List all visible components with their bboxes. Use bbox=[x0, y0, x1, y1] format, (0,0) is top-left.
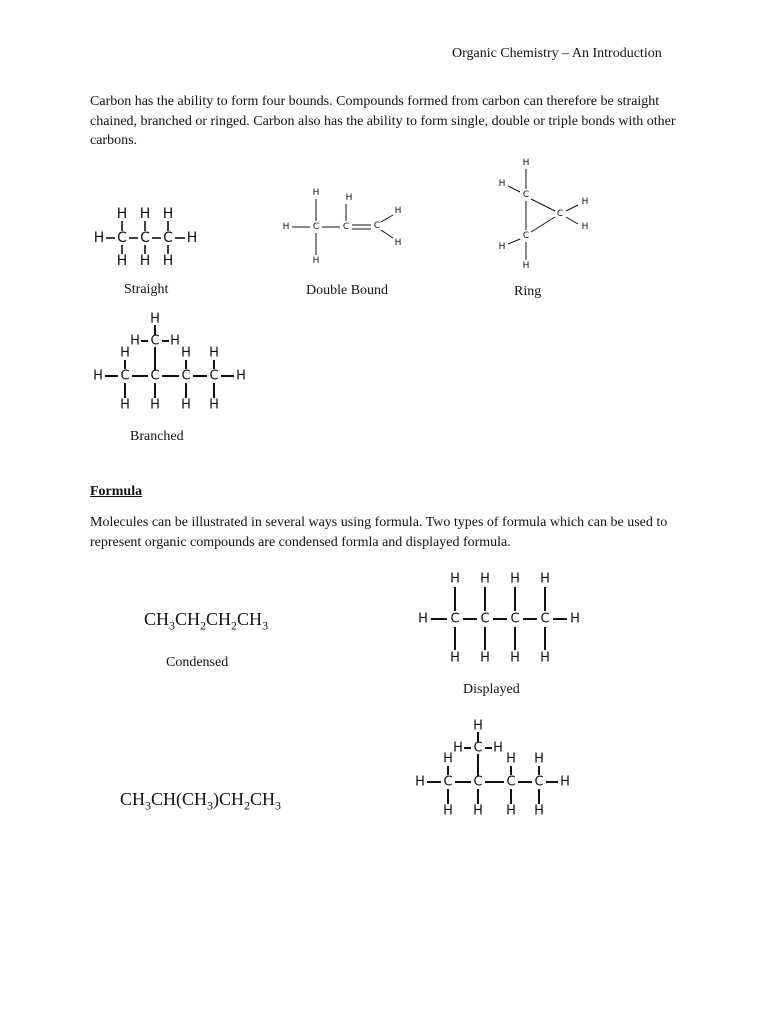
ring-structure bbox=[490, 155, 600, 275]
hydrogen-atom: H bbox=[93, 230, 105, 246]
hydrogen-atom: H bbox=[581, 197, 589, 207]
hydrogen-atom: H bbox=[120, 345, 130, 361]
formula-subscript: 3 bbox=[145, 798, 152, 813]
hydrogen-atom: H bbox=[540, 650, 550, 666]
carbon-atom: C bbox=[522, 190, 530, 200]
formula-subscript: 3 bbox=[207, 798, 214, 813]
document-header: Organic Chemistry – An Introduction bbox=[452, 46, 662, 61]
hydrogen-atom: H bbox=[560, 774, 570, 790]
bond-line bbox=[508, 186, 520, 192]
hydrogen-atom: H bbox=[534, 803, 544, 819]
hydrogen-atom: H bbox=[312, 256, 320, 266]
hydrogen-atom: H bbox=[443, 803, 453, 819]
hydrogen-atom: H bbox=[130, 333, 140, 349]
carbon-atom: C bbox=[312, 222, 320, 232]
carbon-atom: C bbox=[450, 611, 460, 627]
carbon-atom: C bbox=[506, 774, 516, 790]
hydrogen-atom: H bbox=[394, 206, 402, 216]
carbon-atom: C bbox=[522, 231, 530, 241]
carbon-atom: C bbox=[140, 230, 150, 246]
formula-paragraph: Molecules can be illustrated in several ways using formula. Two types of formula which can be used to represent organic compounds are condensed formla and displayed formula. bbox=[90, 515, 668, 550]
carbon-atom: C bbox=[120, 368, 130, 384]
formula-text: CH bbox=[237, 609, 263, 629]
hydrogen-atom: H bbox=[139, 206, 151, 222]
formula-text: CH bbox=[144, 609, 170, 629]
formula-subscript: 2 bbox=[200, 618, 207, 633]
carbon-atom: C bbox=[163, 230, 173, 246]
carbon-atom: C bbox=[150, 368, 160, 384]
hydrogen-atom: H bbox=[480, 571, 490, 587]
hydrogen-atom: H bbox=[415, 774, 425, 790]
bond-line bbox=[508, 239, 520, 244]
formula-subscript: 2 bbox=[231, 618, 238, 633]
formula-subscript: 3 bbox=[169, 618, 176, 633]
bond-line bbox=[381, 215, 393, 222]
hydrogen-atom: H bbox=[498, 179, 506, 189]
formula-subscript: 3 bbox=[275, 798, 282, 813]
carbon-atom: C bbox=[117, 230, 127, 246]
displayed-formula-1 bbox=[414, 566, 589, 670]
carbon-atom: C bbox=[534, 774, 544, 790]
bond-line bbox=[566, 217, 578, 224]
hydrogen-atom: H bbox=[570, 611, 580, 627]
bond-line bbox=[566, 205, 578, 211]
ring-caption: Ring bbox=[514, 284, 542, 299]
hydrogen-atom: H bbox=[418, 611, 428, 627]
straight-caption: Straight bbox=[124, 282, 169, 297]
carbon-atom: C bbox=[342, 222, 350, 232]
hydrogen-atom: H bbox=[473, 718, 483, 734]
formula-text: CH bbox=[206, 609, 232, 629]
carbon-atom: C bbox=[181, 368, 191, 384]
hydrogen-atom: H bbox=[170, 333, 180, 349]
displayed-formula-2 bbox=[410, 715, 580, 822]
bond-line bbox=[381, 230, 393, 238]
hydrogen-atom: H bbox=[209, 397, 219, 413]
hydrogen-atom: H bbox=[453, 740, 463, 756]
hydrogen-atom: H bbox=[450, 571, 460, 587]
branched-caption: Branched bbox=[130, 429, 184, 444]
bond-line bbox=[531, 199, 555, 211]
double-bond-caption: Double Bound bbox=[306, 283, 389, 298]
hydrogen-atom: H bbox=[116, 206, 128, 222]
carbon-atom: C bbox=[209, 368, 219, 384]
formula-text: CH bbox=[175, 609, 201, 629]
straight-chain-structure bbox=[88, 200, 203, 272]
formula-subscript: 3 bbox=[262, 618, 269, 633]
carbon-atom: C bbox=[540, 611, 550, 627]
hydrogen-atom: H bbox=[540, 571, 550, 587]
carbon-atom: C bbox=[473, 774, 483, 790]
displayed-caption: Displayed bbox=[463, 682, 520, 697]
hydrogen-atom: H bbox=[282, 222, 290, 232]
formula-heading: Formula bbox=[90, 484, 143, 499]
formula-text: CH(CH bbox=[151, 789, 208, 809]
hydrogen-atom: H bbox=[510, 571, 520, 587]
hydrogen-atom: H bbox=[139, 253, 151, 269]
hydrogen-atom: H bbox=[522, 158, 530, 168]
formula-text: )CH bbox=[213, 789, 245, 809]
formula-text: CH bbox=[120, 789, 146, 809]
intro-paragraph: Carbon has the ability to form four bounds. Compounds formed from carbon can therefore be straight chained, branched or ringed. Carbon also has the ability to form single, double or triple bonds with other carbons. bbox=[90, 94, 676, 148]
hydrogen-atom: H bbox=[150, 311, 160, 327]
condensed-caption: Condensed bbox=[166, 655, 229, 670]
hydrogen-atom: H bbox=[181, 397, 191, 413]
hydrogen-atom: H bbox=[162, 206, 174, 222]
hydrogen-atom: H bbox=[345, 193, 353, 203]
hydrogen-atom: H bbox=[181, 345, 191, 361]
hydrogen-atom: H bbox=[312, 188, 320, 198]
branched-chain-structure bbox=[88, 308, 258, 418]
carbon-atom: C bbox=[480, 611, 490, 627]
hydrogen-atom: H bbox=[493, 740, 503, 756]
hydrogen-atom: H bbox=[534, 751, 544, 767]
hydrogen-atom: H bbox=[480, 650, 490, 666]
hydrogen-atom: H bbox=[162, 253, 174, 269]
double-bond-structure bbox=[272, 185, 412, 270]
hydrogen-atom: H bbox=[522, 261, 530, 271]
carbon-atom: C bbox=[556, 209, 564, 219]
hydrogen-atom: H bbox=[443, 751, 453, 767]
hydrogen-atom: H bbox=[93, 368, 103, 384]
carbon-atom: C bbox=[373, 221, 381, 231]
hydrogen-atom: H bbox=[473, 803, 483, 819]
hydrogen-atom: H bbox=[498, 242, 506, 252]
condensed-formula-1 bbox=[144, 609, 268, 634]
carbon-atom: C bbox=[473, 740, 483, 756]
formula-text: CH bbox=[250, 789, 276, 809]
hydrogen-atom: H bbox=[394, 238, 402, 248]
hydrogen-atom: H bbox=[506, 803, 516, 819]
condensed-formula-2 bbox=[120, 789, 281, 814]
carbon-atom: C bbox=[510, 611, 520, 627]
hydrogen-atom: H bbox=[150, 397, 160, 413]
hydrogen-atom: H bbox=[209, 345, 219, 361]
hydrogen-atom: H bbox=[186, 230, 198, 246]
carbon-atom: C bbox=[443, 774, 453, 790]
carbon-atom: C bbox=[150, 333, 160, 349]
formula-subscript: 2 bbox=[244, 798, 251, 813]
hydrogen-atom: H bbox=[506, 751, 516, 767]
hydrogen-atom: H bbox=[116, 253, 128, 269]
hydrogen-atom: H bbox=[120, 397, 130, 413]
hydrogen-atom: H bbox=[450, 650, 460, 666]
hydrogen-atom: H bbox=[236, 368, 246, 384]
hydrogen-atom: H bbox=[510, 650, 520, 666]
hydrogen-atom: H bbox=[581, 222, 589, 232]
bond-line bbox=[531, 217, 555, 232]
